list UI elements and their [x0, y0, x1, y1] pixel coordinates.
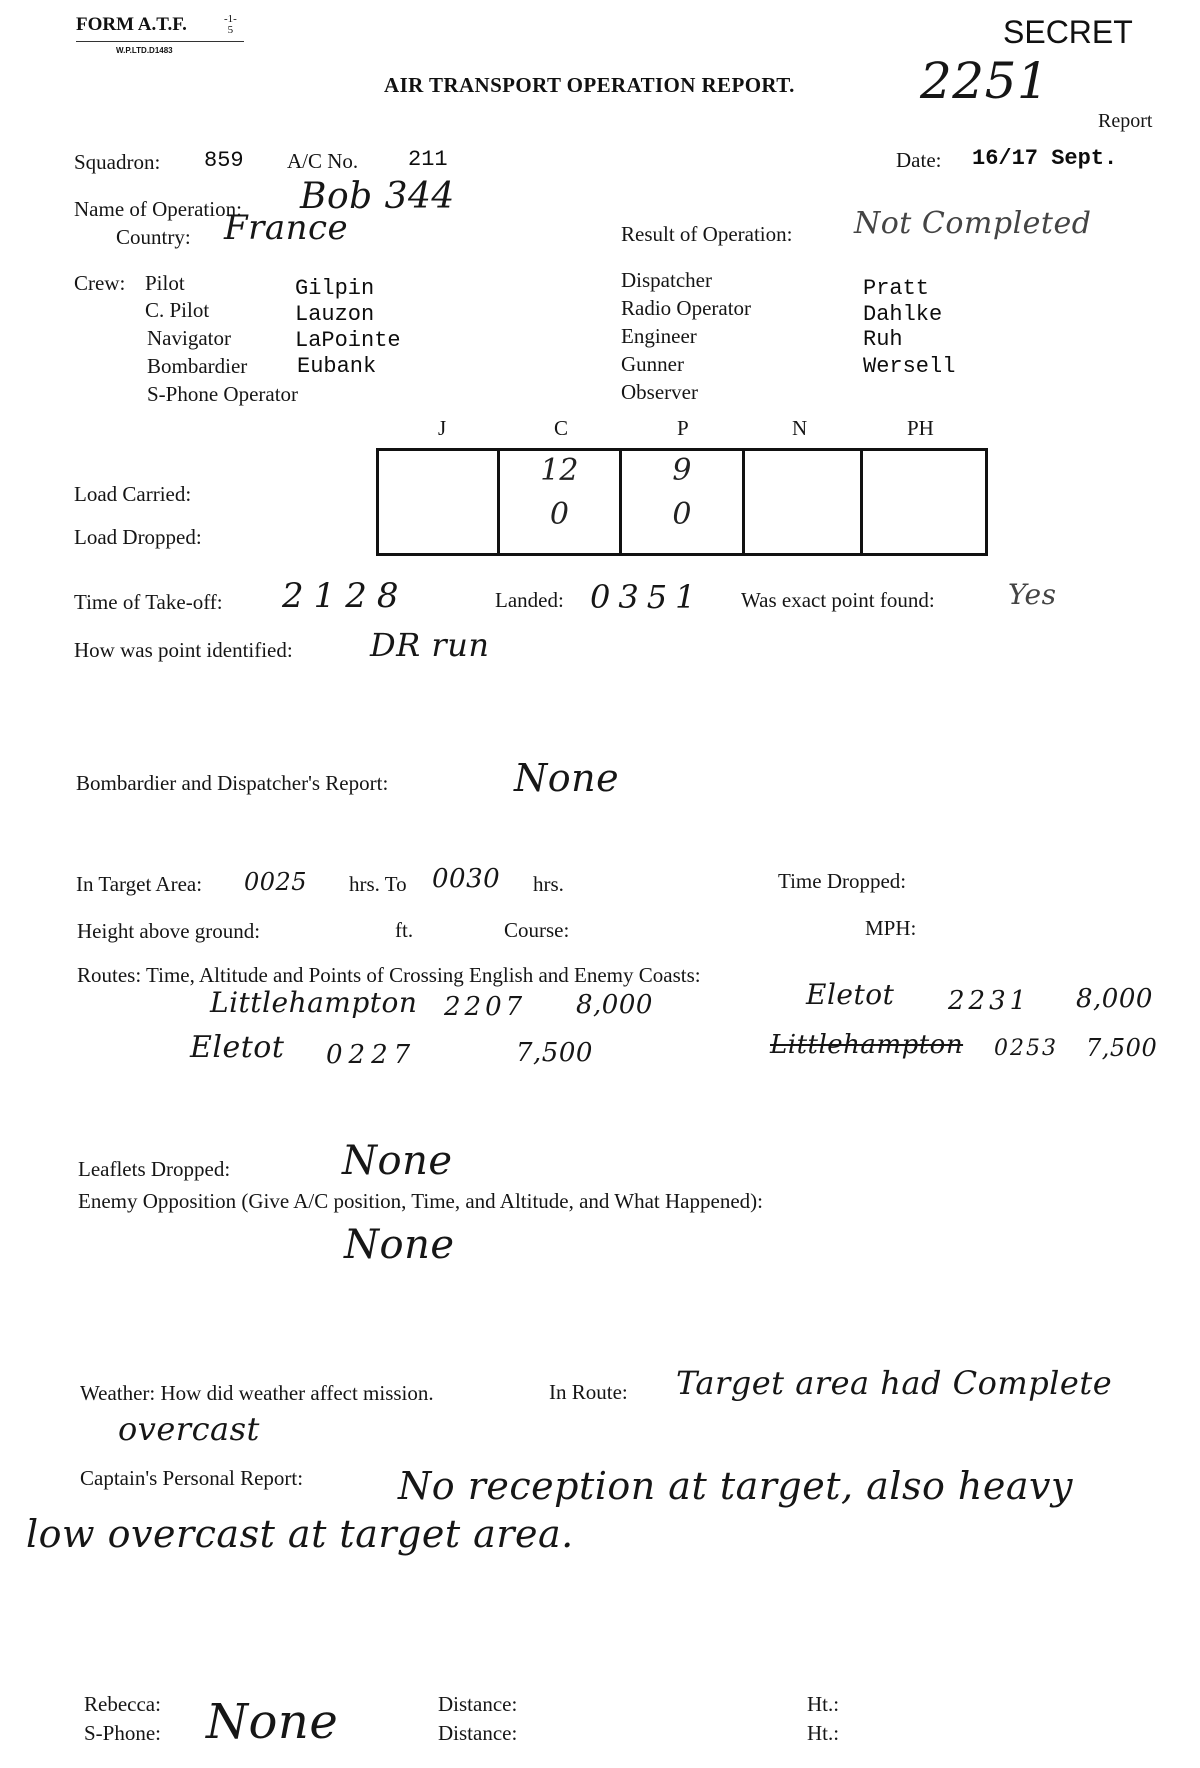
route-return-alt: 7,500 — [1086, 1034, 1158, 1062]
crew-name: Eubank — [297, 354, 377, 379]
form-fraction: -1- 5 — [224, 13, 237, 36]
point-identified-label: How was point identified: — [74, 638, 293, 662]
sphone-distance-label: Distance: — [438, 1721, 518, 1745]
printer-code: W.P.LTD.D1483 — [116, 46, 173, 55]
route-return-time: 0253 — [994, 1036, 1058, 1061]
load-cell-c — [498, 450, 621, 555]
crew-name: LaPointe — [295, 328, 401, 353]
crew-role: Bombardier — [147, 354, 248, 378]
leaflets-value: None — [342, 1138, 453, 1184]
crew-name: Lauzon — [295, 302, 375, 327]
crew-role: Observer — [621, 380, 698, 404]
load-cell-n — [743, 450, 862, 555]
load-col-header-c: C — [554, 416, 569, 440]
bombardier-report-value: None — [514, 756, 620, 800]
load-carried-label: Load Carried: — [74, 482, 192, 506]
landed-value: 0351 — [590, 578, 704, 616]
classification-secret: SECRET — [1003, 14, 1133, 50]
load-col-header-n: N — [792, 416, 808, 440]
weather-label: Weather: How did weather affect mission. — [80, 1381, 434, 1405]
opposition-label: Enemy Opposition (Give A/C position, Time, and Altitude, and What Happened): — [78, 1189, 763, 1213]
date-value: 16/17 Sept. — [972, 146, 1118, 171]
route-outbound-time: 2207 — [444, 992, 527, 1022]
crew-role: Dispatcher — [621, 268, 712, 292]
load-col-header-ph: PH — [907, 416, 934, 440]
crew-name: Dahlke — [863, 302, 943, 327]
course-label: Course: — [504, 918, 570, 942]
ac-no-value: 211 — [408, 147, 448, 172]
load-table — [376, 448, 988, 556]
leaflets-label: Leaflets Dropped: — [78, 1157, 231, 1181]
takeoff-label: Time of Take-off: — [74, 590, 223, 614]
hrs-to-label: hrs. To — [349, 872, 407, 896]
route-outbound-time: 0227 — [326, 1040, 417, 1070]
load-col-header-p: P — [677, 416, 689, 440]
sphone-label: S-Phone: — [84, 1721, 162, 1745]
captain-report-line2: low overcast at target area. — [26, 1512, 574, 1556]
point-identified-value: DR run — [370, 626, 490, 664]
weather-value-line1: Target area had Complete — [676, 1364, 1113, 1402]
route-return-alt: 8,000 — [1076, 984, 1153, 1014]
landed-label: Landed: — [495, 588, 564, 612]
hrs-label: hrs. — [533, 872, 564, 896]
height-label: Height above ground: — [77, 919, 261, 943]
crew-role: Radio Operator — [621, 296, 752, 320]
crew-role: S-Phone Operator — [147, 382, 299, 406]
target-area-label: In Target Area: — [76, 872, 203, 896]
exact-point-label: Was exact point found: — [741, 588, 935, 612]
ft-label: ft. — [395, 918, 414, 942]
report-number: 2251 — [920, 52, 1050, 110]
mph-label: MPH: — [865, 916, 917, 940]
crew-name: Gilpin — [295, 276, 375, 301]
target-area-to: 0030 — [432, 864, 501, 894]
takeoff-value: 2128 — [282, 576, 409, 616]
route-return-time: 2231 — [948, 986, 1031, 1016]
country-value: France — [224, 208, 349, 248]
footer-value: None — [206, 1694, 339, 1750]
report-label: Report — [1098, 110, 1153, 132]
route-outbound-place: Eletot — [190, 1030, 285, 1065]
time-dropped-label: Time Dropped: — [778, 869, 907, 893]
load-cell-j — [378, 450, 499, 555]
report-title: AIR TRANSPORT OPERATION REPORT. — [384, 73, 795, 97]
load-cell-ph — [862, 450, 987, 555]
crew-role: Engineer — [621, 324, 697, 348]
crew-name: Ruh — [863, 327, 903, 352]
operation-name-label: Name of Operation: — [74, 197, 242, 221]
route-outbound-alt: 8,000 — [576, 990, 653, 1020]
crew-name: Wersell — [863, 354, 956, 379]
crew-role: Gunner — [621, 352, 684, 376]
crew-name: Pratt — [863, 276, 930, 301]
opposition-value: None — [344, 1222, 455, 1268]
route-outbound-alt: 7,500 — [516, 1038, 593, 1068]
form-code: FORM A.T.F. — [76, 14, 187, 35]
rebecca-label: Rebecca: — [84, 1692, 161, 1716]
load-carried-p: 9 — [672, 453, 692, 488]
ac-no-label: A/C No. — [287, 149, 359, 173]
load-col-header-j: J — [438, 416, 447, 440]
captain-report-label: Captain's Personal Report: — [80, 1466, 304, 1490]
sphone-ht-label: Ht.: — [807, 1721, 840, 1745]
load-carried-c: 12 — [540, 453, 579, 488]
squadron-label: Squadron: — [74, 150, 161, 174]
load-dropped-label: Load Dropped: — [74, 525, 202, 549]
rebecca-distance-label: Distance: — [438, 1692, 518, 1716]
load-dropped-c: 0 — [549, 497, 569, 532]
weather-value-line2: overcast — [118, 1410, 260, 1448]
target-area-from: 0025 — [244, 868, 308, 896]
squadron-value: 859 — [204, 148, 244, 173]
crew-role: Pilot — [145, 271, 185, 295]
routes-label: Routes: Time, Altitude and Points of Crossing English and Enemy Coasts: — [77, 963, 701, 987]
crew-label: Crew: — [74, 271, 126, 295]
operation-name-value: Bob 344 — [300, 176, 455, 217]
result-label: Result of Operation: — [621, 222, 793, 246]
result-value: Not Completed — [854, 206, 1092, 241]
bombardier-report-label: Bombardier and Dispatcher's Report: — [76, 771, 389, 795]
route-return-place: Eletot — [806, 978, 895, 1011]
route-return-place: Littlehampton — [770, 1030, 964, 1060]
load-cell-p — [621, 450, 744, 555]
crew-role: C. Pilot — [145, 298, 210, 322]
crew-role: Navigator — [147, 326, 231, 350]
route-outbound-place: Littlehampton — [210, 986, 418, 1019]
country-label: Country: — [116, 225, 191, 249]
in-route-label: In Route: — [549, 1380, 628, 1404]
date-label: Date: — [896, 148, 942, 172]
captain-report-line1: No reception at target, also heavy — [398, 1464, 1073, 1508]
exact-point-value: Yes — [1008, 578, 1057, 611]
form-underline — [76, 41, 244, 42]
load-dropped-p: 0 — [672, 497, 692, 532]
rebecca-ht-label: Ht.: — [807, 1692, 840, 1716]
